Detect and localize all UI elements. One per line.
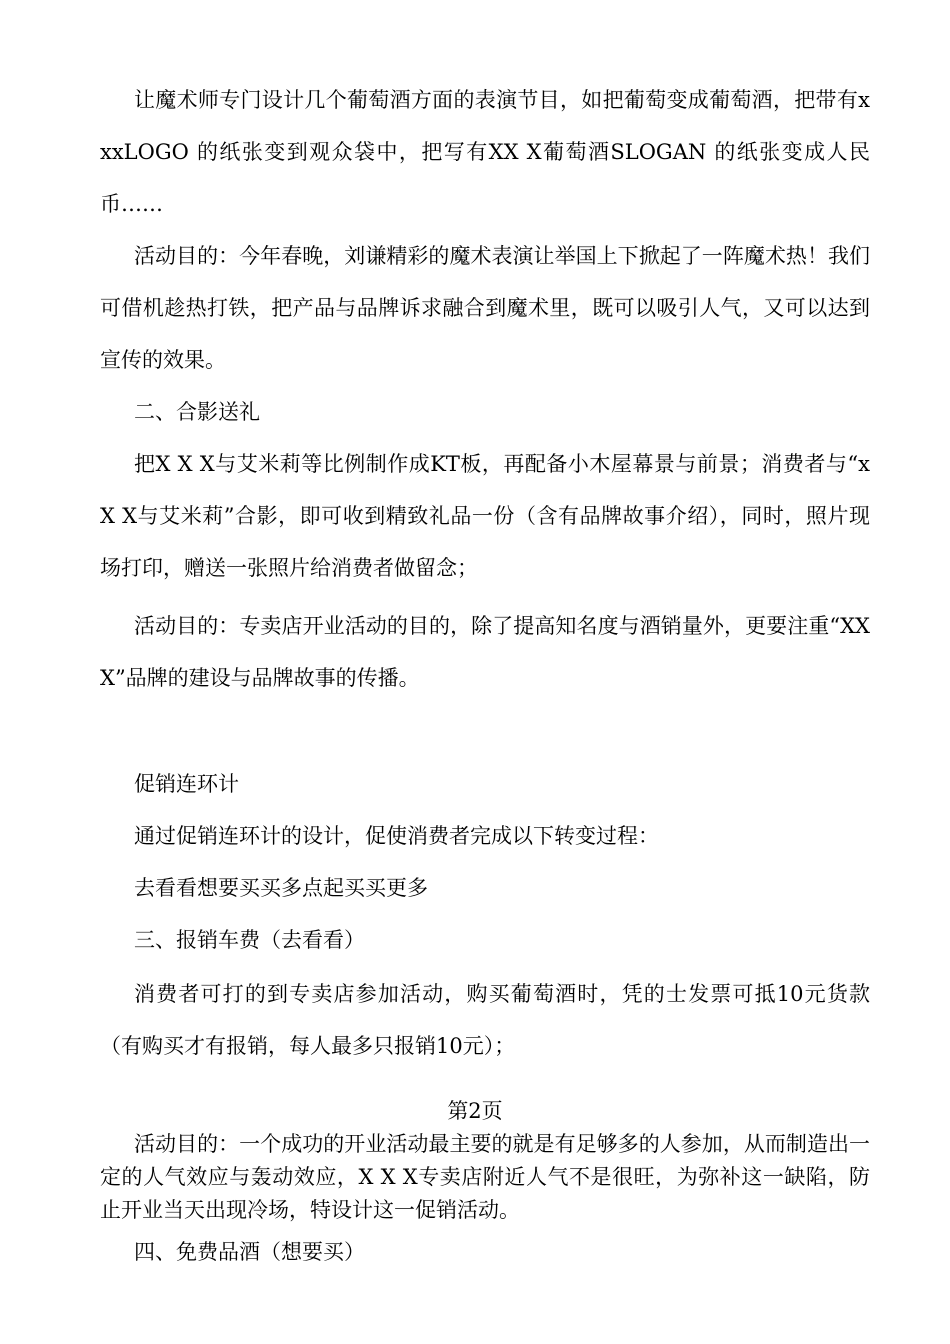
page-number: 第2页 (447, 1099, 503, 1123)
paragraph-promo-chain: 通过促销连环计的设计，促使消费者完成以下转变过程： (134, 824, 659, 848)
paragraph-taxi-fare: 消费者可打的到专卖店参加活动，购买葡萄酒时，凭的士发票可抵10元货款（有购买才有报销，每人最多只报销10元）； (100, 982, 870, 1058)
paragraph-photo-gift: 把X X X与艾米莉等比例制作成KT板，再配备小木屋幕景与前景；消费者与“x X X与艾米莉”合影，即可收到精致礼品一份（含有品牌故事介绍），同时，照片现场打印，赠送一张照片给消费者做留念； (100, 452, 870, 580)
paragraph-magic-show: 让魔术师专门设计几个葡萄酒方面的表演节目，如把葡萄变成葡萄酒，把带有xxxLOGO 的纸张变到观众袋中，把写有XX X葡萄酒SLOGAN 的纸张变成人民币…… (100, 88, 870, 216)
section-heading-taxi-fare: 三、报销车费（去看看） (134, 928, 365, 952)
section-heading-photo-gift: 二、合影送礼 (134, 400, 260, 424)
section-heading-free-tasting: 四、免费品酒（想要买） (134, 1240, 365, 1264)
paragraph-opening-purpose: 活动目的：一个成功的开业活动最主要的就是有足够多的人参加，从而制造出一定的人气效应与轰动效应，X X X专卖店附近人气不是很旺，为弥补这一缺陷，防止开业当天出现冷场，特设计这一促销活动。 (100, 1132, 870, 1222)
paragraph-photo-purpose: 活动目的：专卖店开业活动的目的，除了提高知名度与酒销量外，更要注重“XXX”品牌的建设与品牌故事的传播。 (100, 614, 870, 690)
paragraph-magic-purpose: 活动目的：今年春晚，刘谦精彩的魔术表演让举国上下掀起了一阵魔术热！我们可借机趁热打铁，把产品与品牌诉求融合到魔术里，既可以吸引人气，又可以达到宣传的效果。 (100, 244, 870, 372)
paragraph-conversion-steps: 去看看想要买买多点起买买更多 (134, 876, 428, 900)
section-heading-promo-chain: 促销连环计 (134, 772, 239, 796)
